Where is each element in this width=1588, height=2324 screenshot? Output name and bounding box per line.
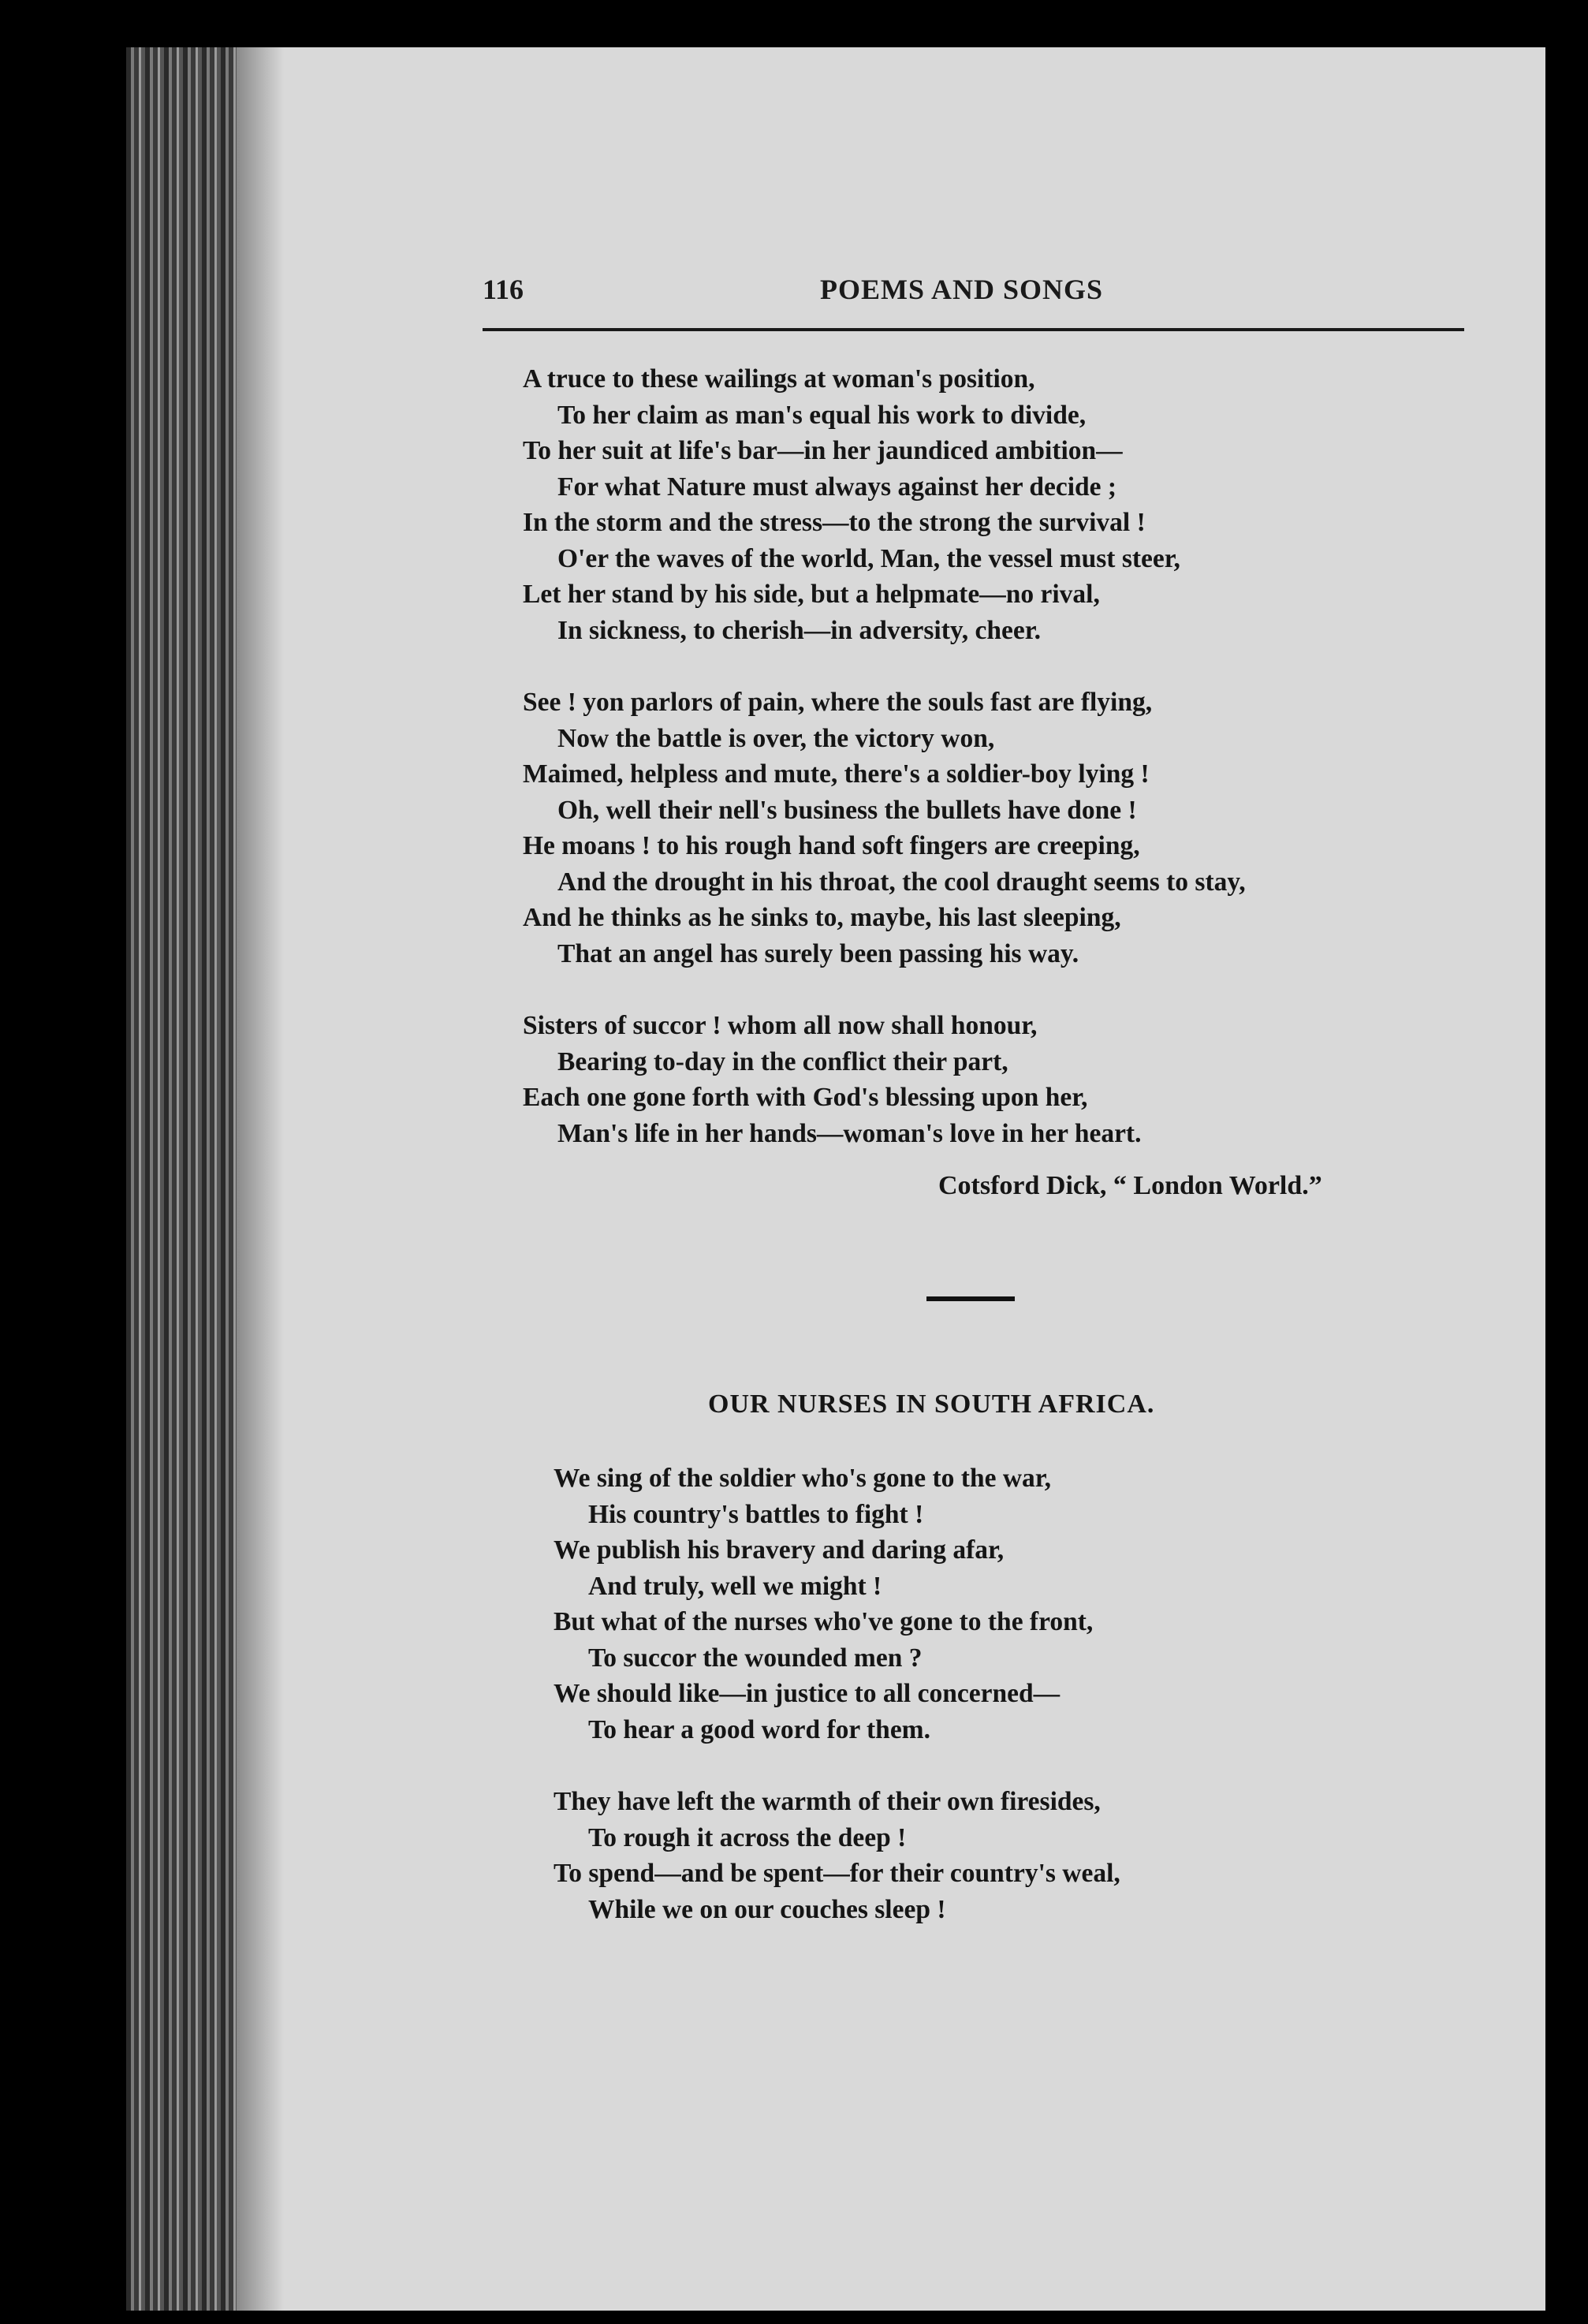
poem-line: Sisters of succor ! whom all now shall honour, xyxy=(523,1011,1038,1040)
stanza-break xyxy=(554,1748,1120,1784)
page-number: 116 xyxy=(483,274,524,305)
poem-line: He moans ! to his rough hand soft fingers are creeping, xyxy=(523,831,1140,860)
poem-line: They have left the warmth of their own firesides, xyxy=(554,1787,1101,1816)
poem-line: We should like—in justice to all concerned— xyxy=(554,1679,1061,1708)
stanza-break xyxy=(523,648,1246,685)
poem-line: His country's battles to fight ! xyxy=(588,1499,924,1529)
poem-line: For what Nature must always against her decide ; xyxy=(557,472,1117,502)
attribution: Cotsford Dick, “ London World.” xyxy=(938,1171,1322,1200)
poem-title: OUR NURSES IN SOUTH AFRICA. xyxy=(708,1390,1155,1419)
poem-line: Let her stand by his side, but a helpmate—no rival, xyxy=(523,580,1100,609)
section-divider xyxy=(926,1296,1015,1301)
poem-line: To spend—and be spent—for their country's weal, xyxy=(554,1859,1120,1888)
poem-line: A truce to these wailings at woman's position, xyxy=(523,364,1035,394)
poem-line: To succor the wounded men ? xyxy=(588,1643,923,1673)
poem-line: Man's life in her hands—woman's love in her heart. xyxy=(557,1118,1142,1148)
poem-line: To hear a good word for them. xyxy=(588,1714,930,1744)
poem-line: Oh, well their nell's business the bullets have done ! xyxy=(557,795,1137,825)
poem-line: To her claim as man's equal his work to divide, xyxy=(557,400,1087,430)
poem-line: Bearing to-day in the conflict their part, xyxy=(557,1046,1008,1076)
page-header xyxy=(483,273,1464,331)
poem-line: And he thinks as he sinks to, maybe, his last sleeping, xyxy=(523,903,1121,932)
poem-line: But what of the nurses who've gone to the front, xyxy=(554,1607,1094,1636)
gutter-shadow xyxy=(237,47,284,2311)
poem-line: While we on our couches sleep ! xyxy=(588,1894,946,1924)
poem-line: See ! yon parlors of pain, where the souls fast are flying, xyxy=(523,688,1153,717)
poem-line: In the storm and the stress—to the strong the survival ! xyxy=(523,508,1146,537)
poem-line: And the drought in his throat, the cool draught seems to stay, xyxy=(557,867,1246,897)
poem-line: In sickness, to cherish—in adversity, cheer. xyxy=(557,615,1041,645)
poem-line: That an angel has surely been passing his way. xyxy=(557,938,1079,968)
poem-line: And truly, well we might ! xyxy=(588,1571,882,1601)
poem-line: To rough it across the deep ! xyxy=(588,1822,907,1852)
running-head: POEMS AND SONGS xyxy=(820,274,1104,305)
poem-2 xyxy=(554,1460,1120,1927)
poem-1 xyxy=(523,361,1246,1151)
poem-line: Each one gone forth with God's blessing upon her, xyxy=(523,1083,1088,1112)
poem-line: To her suit at life's bar—in her jaundiced ambition— xyxy=(523,436,1123,465)
poem-line: O'er the waves of the world, Man, the vessel must steer, xyxy=(557,543,1180,573)
poem-line: Now the battle is over, the victory won, xyxy=(557,723,995,753)
poem-line: We sing of the soldier who's gone to the war, xyxy=(554,1464,1051,1493)
stanza-break xyxy=(523,972,1246,1008)
poem-line: We publish his bravery and daring afar, xyxy=(554,1535,1005,1565)
poem-line: Maimed, helpless and mute, there's a soldier-boy lying ! xyxy=(523,759,1150,789)
